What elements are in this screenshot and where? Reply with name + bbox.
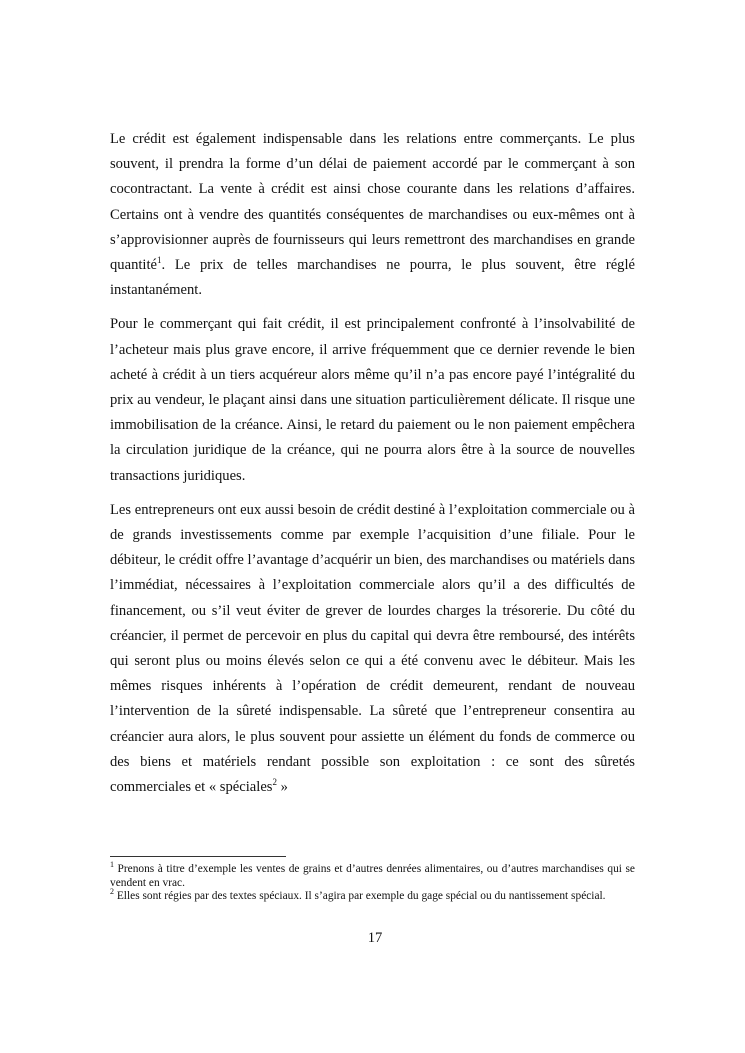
footnote-2-marker: 2 (110, 887, 114, 897)
footnote-2 (110, 887, 635, 904)
footnote-1-marker: 1 (110, 860, 114, 870)
paragraph-3-text-b: » (276, 779, 288, 796)
footnotes (110, 860, 635, 904)
paragraph-2-text: Pour le commerçant qui fait crédit, il est principalement confronté à l’insolvabilité de l’acheteur mais plus grave encore, il arrive fréquemment que ce dernier revende le bien acheté à crédit à un tiers acquéreur alors même qu’il n’a pas encore payé l’intégralité du prix au vendeur, le plaçant ainsi dans une situation particulièrement délicate. Il risque une immobilisation de la créance. Ainsi, le retard du paiement ou le non paiement empêchera la circulation juridique de la créance, qui ne pourra alors être à la source de nouvelles transactions juridiques. (110, 316, 635, 484)
footnote-separator (110, 856, 286, 857)
paragraph-1 (110, 127, 635, 303)
page-number: 17 (367, 930, 383, 946)
body-text (110, 127, 635, 800)
paragraph-2 (110, 312, 635, 488)
footnote-1-text: Prenons à titre d’exemple les ventes de grains et d’autres denrées alimentaires, ou d’autres marchandises qui se vendent en vrac. (110, 863, 635, 889)
footnote-2-text: Elles sont régies par des textes spéciaux. Il s’agira par exemple du gage spécial ou du nantissement spécial. (114, 890, 606, 903)
paragraph-1-text-a: Le crédit est également indispensable dans les relations entre commerçants. Le plus souvent, il prendra la forme d’un délai de paiement accordé par le commerçant à son cocontractant. La vente à crédit est ainsi chose courante dans les relations d’affaires. Certains ont à vendre des quantités conséquentes de marchandises ou eux-mêmes ont à s’approvisionner auprès de fournisseurs qui leurs remettront des marchandises en grande quantité (110, 131, 635, 274)
footnote-ref-1[interactable]: 1 (157, 255, 162, 266)
footnote-ref-2[interactable]: 2 (272, 777, 277, 788)
footnote-1 (110, 860, 635, 890)
paragraph-3-text-a: Les entrepreneurs ont eux aussi besoin de crédit destiné à l’exploitation commerciale ou à de grands investissements comme par exemple l’acquisition d’une filiale. Pour le débiteur, le crédit offre l’avantage d’acquérir un bien, des marchandises ou matériels dans l’immédiat, nécessaires à l’exploitation commerciale alors qu’il a des difficultés de financement, ou s’il veut éviter de grever de lourdes charges la trésorerie. Du côté du créancier, il permet de percevoir en plus du capital qui devra être remboursé, des intérêts qui seront plus ou moins élevés selon ce qui a été convenu avec le débiteur. Mais les mêmes risques inhérents à l’opération de crédit demeurent, rendant de nouveau l’intervention de la sûreté indispensable. La sûreté que l’entrepreneur consentira au créancier aura alors, le plus souvent pour assiette un élément du fonds de commerce ou des biens et matériels rendant possible son exploitation : ce sont des sûretés commerciales et « spéciales (110, 501, 635, 796)
paragraph-3 (110, 498, 635, 800)
paragraph-1-text-b: . Le prix de telles marchandises ne pourra, le plus souvent, être réglé instantanément. (110, 257, 635, 299)
